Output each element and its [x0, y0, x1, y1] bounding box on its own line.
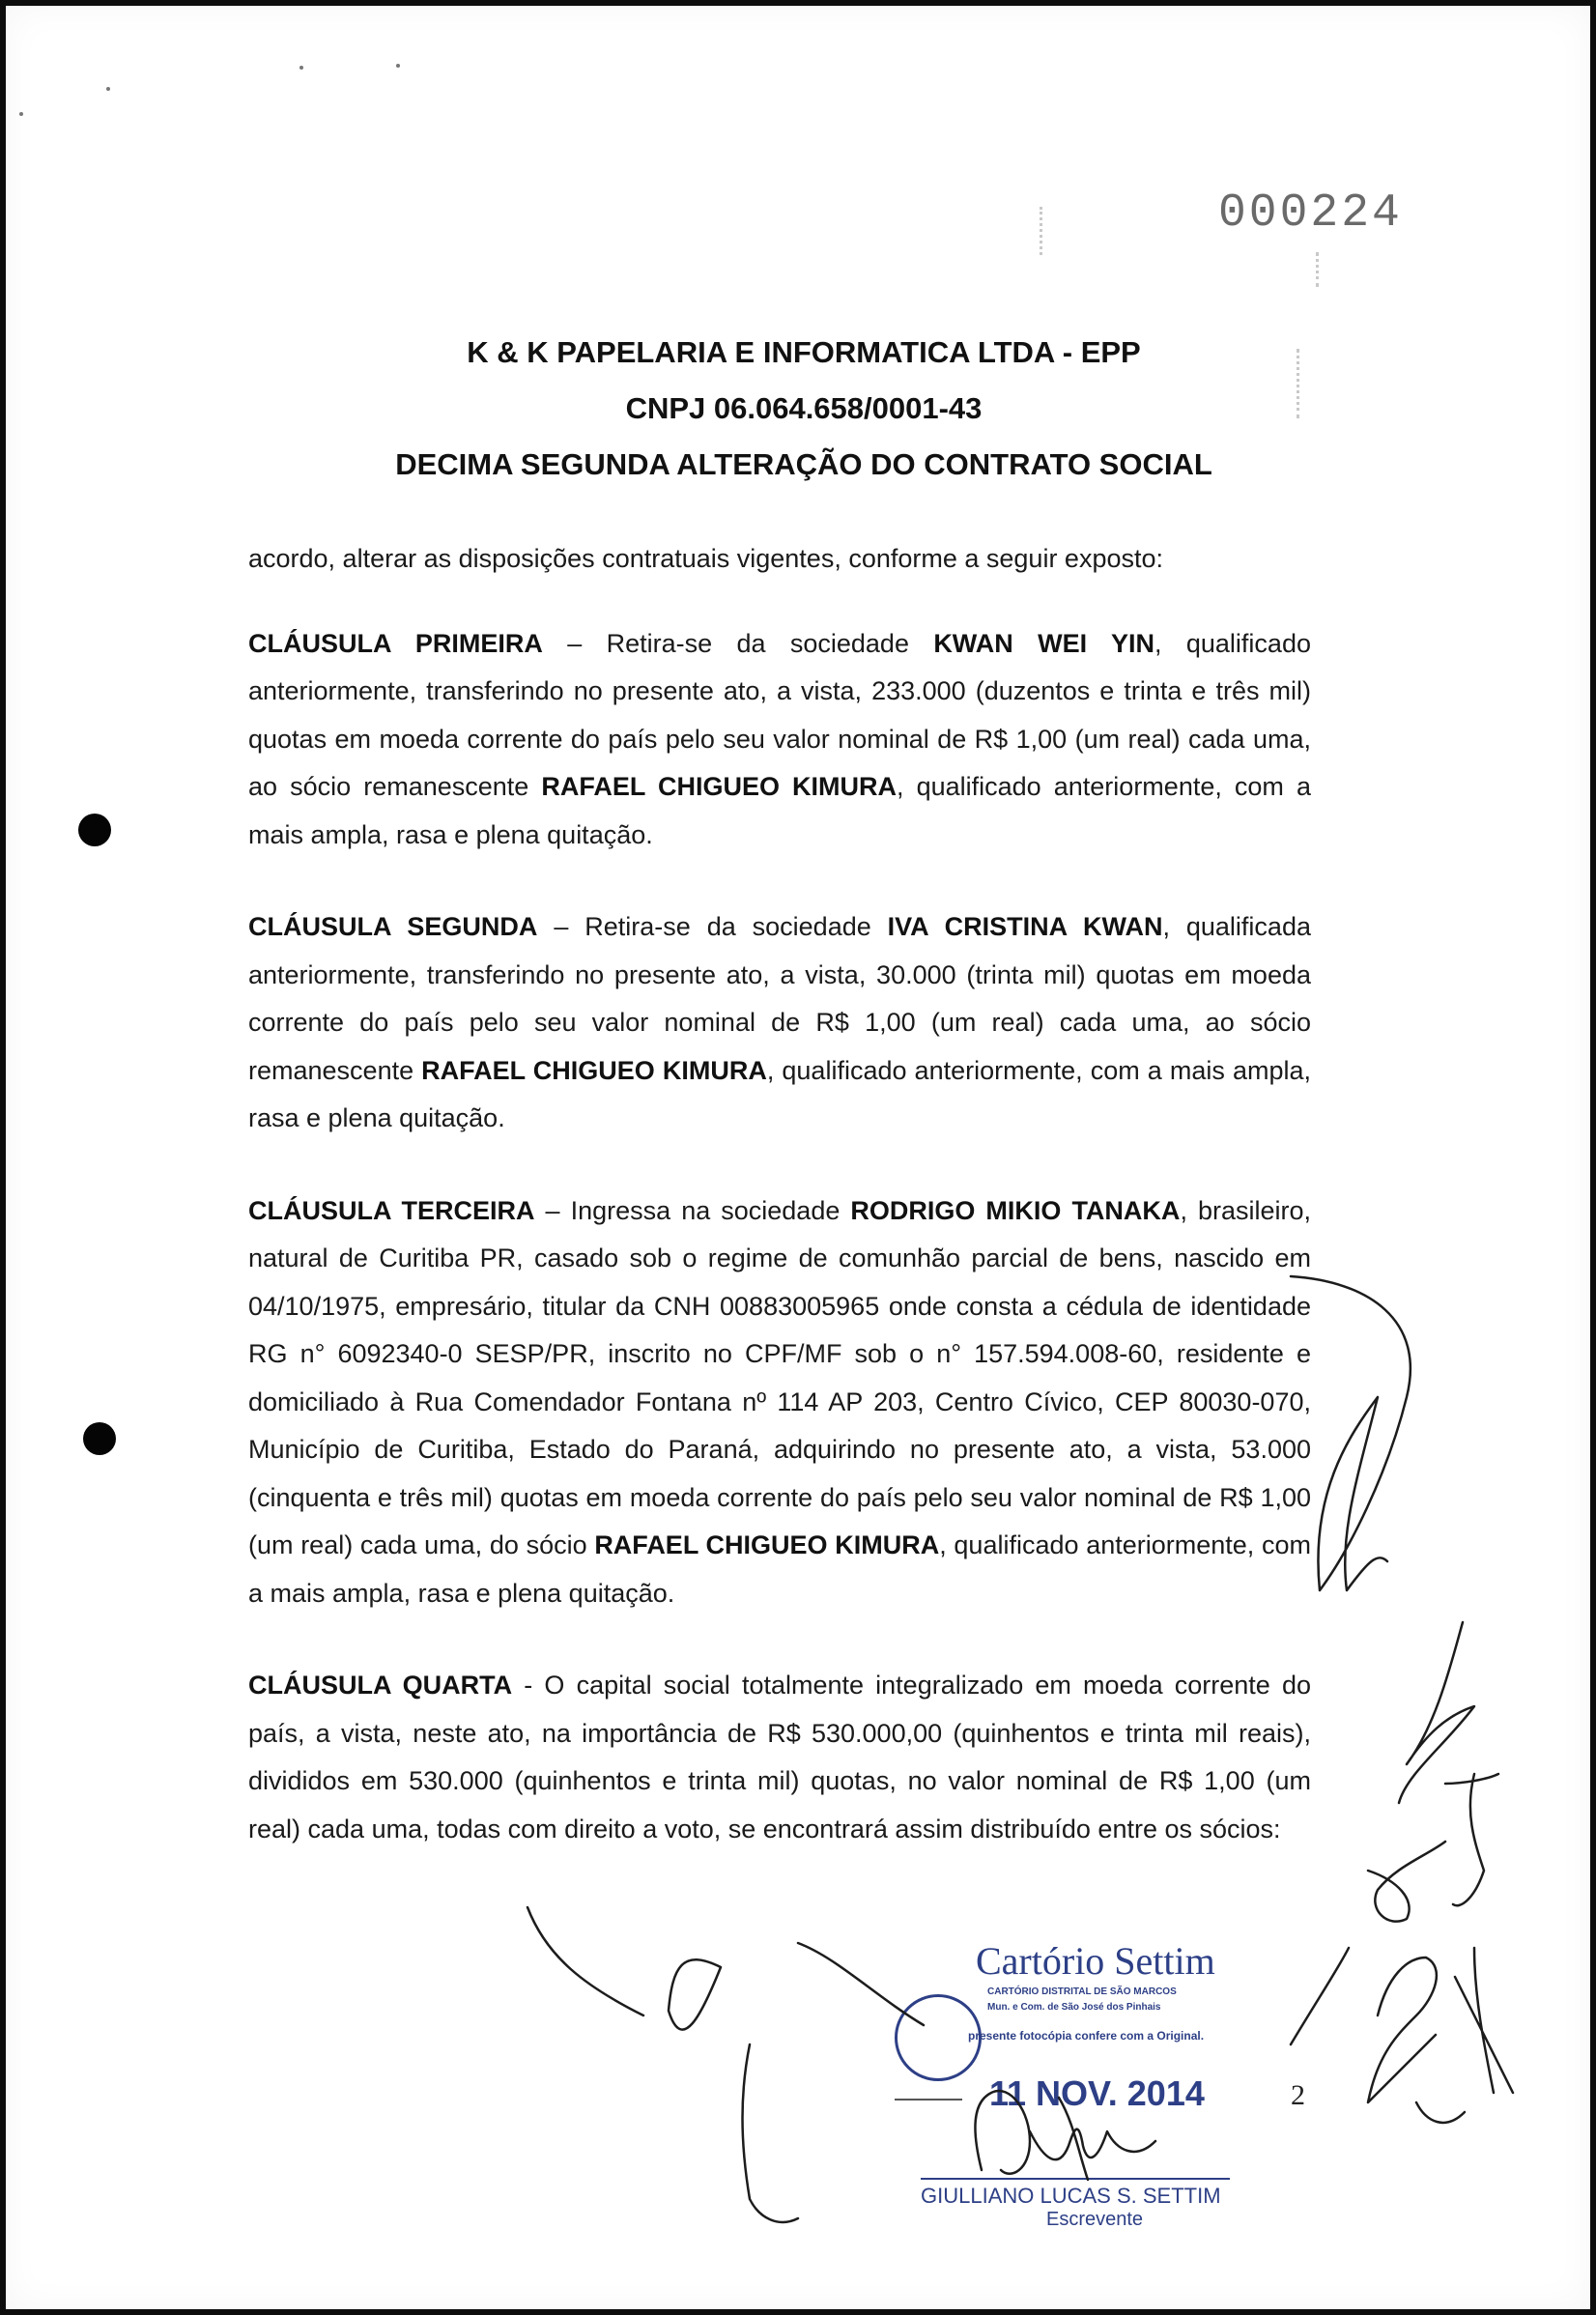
amendment-title: DECIMA SEGUNDA ALTERAÇÃO DO CONTRATO SOCIAL — [395, 447, 1212, 481]
page-number: 2 — [1291, 2079, 1305, 2111]
clause-heading: CLÁUSULA TERCEIRA — [248, 1195, 535, 1225]
notary-clerk-title: Escrevente — [1046, 2209, 1144, 2230]
scan-speck — [19, 112, 23, 116]
sequential-number-stamp: 000224 — [1218, 187, 1403, 240]
clause-paragraph: CLÁUSULA PRIMEIRA – Retira-se da sociedade KWAN WEI YIN, qualificado anteriormente, transferindo no presente ato, a vista, 233.000 (duzentos e trinta e três mil) quotas em moeda corrente do país pelo seu valor nominal de R$ 1,00 (um real) cada uma, ao sócio remanescente RAFAEL CHIGUEO KIMURA, qualificado anteriormente, com a mais ampla, rasa e plena quitação. — [248, 628, 1312, 849]
partner-name: KWAN WEI YIN — [933, 628, 1155, 658]
binder-hole — [83, 1422, 116, 1455]
clause-paragraph: CLÁUSULA QUARTA - O capital social totalmente integralizado em moeda corrente do país, a vista, neste ato, na importância de R$ 530.000,00 (quinhentos e trinta mil reais), divididos em 530.000 (quinhentos e trinta mil) quotas, no valor nominal de R$ 1,00 (um real) cada uma, todas com direito a voto, se encontrará assim distribuído entre os sócios: — [248, 1671, 1311, 1843]
clause-heading: CLÁUSULA QUARTA — [248, 1671, 513, 1700]
cnpj-number: CNPJ 06.064.658/0001-43 — [625, 391, 983, 425]
pen-stroke — [743, 2044, 799, 2222]
rubric-initials — [1416, 2102, 1465, 2123]
handwritten-ink-overlay — [6, 6, 1590, 2309]
partner-name: RAFAEL CHIGUEO KIMURA — [541, 772, 898, 801]
scan-speck — [299, 66, 303, 70]
notary-office-line: Mun. e Com. de São José dos Pinhais — [987, 2002, 1161, 2013]
pen-stroke — [798, 1943, 924, 2025]
pen-stroke — [527, 1907, 643, 2015]
partner-name: RODRIGO MIKIO TANAKA — [850, 1195, 1181, 1225]
scan-speck — [396, 64, 400, 68]
binder-hole — [78, 814, 111, 846]
notary-office-line: CARTÓRIO DISTRITAL DE SÃO MARCOS — [987, 1986, 1177, 1997]
partner-name: IVA CRISTINA KWAN — [887, 912, 1163, 941]
notary-office-line: presente fotocópia confere com a Original. — [968, 2029, 1205, 2043]
clause-paragraph: CLÁUSULA SEGUNDA – Retira-se da sociedade IVA CRISTINA KWAN, qualificada anteriormente, transferindo no presente ato, a vista, 30.000 (trinta mil) quotas em moeda corrente do país pelo seu valor nominal de R$ 1,00 (um real) cada uma, ao sócio remanescente RAFAEL CHIGUEO KIMURA, qualificado anteriormente, com a mais ampla, rasa e plena quitação. — [248, 912, 1311, 1132]
document-page — [6, 6, 1590, 2309]
notary-date: 11 NOV. 2014 — [989, 2073, 1205, 2113]
intro-paragraph: acordo, alterar as disposições contratuais vigentes, conforme a seguir exposto: — [248, 544, 1164, 573]
notary-office-name: Cartório Settim — [976, 1939, 1215, 1983]
pen-stroke — [669, 1959, 721, 2029]
notary-clerk-name: GIULLIANO LUCAS S. SETTIM — [921, 2184, 1221, 2208]
rubric-initials — [1368, 1948, 1513, 2102]
rubric-initials — [1368, 1842, 1445, 1922]
rubric-initials — [1445, 1774, 1498, 1905]
clause-paragraph: CLÁUSULA TERCEIRA – Ingressa na sociedade RODRIGO MIKIO TANAKA, brasileiro, natural de Curitiba PR, casado sob o regime de comunhão parcial de bens, nascido em 04/10/1975, empresário, titular da CNH 00883005965 onde consta a cédula de identidade RG n° 6092340-0 SESP/PR, inscrito no CPF/MF sob o n° 157.594.008-60, residente e domiciliado à Rua Comendador Fontana nº 114 AP 203, Centro Cívico, CEP 80030-070, Município de Curitiba, Estado do Paraná, adquirindo no presente ato, a vista, 53.000 (cinquenta e três mil) quotas em moeda corrente do país pelo seu valor nominal de R$ 1,00 (um real) cada uma, do sócio RAFAEL CHIGUEO KIMURA, qualificado anteriormente, com a mais ampla, rasa e plena quitação. — [248, 1195, 1312, 1608]
clause-heading: CLÁUSULA PRIMEIRA — [248, 628, 543, 658]
partner-name: RAFAEL CHIGUEO KIMURA — [594, 1530, 940, 1559]
clause-heading: CLÁUSULA SEGUNDA — [248, 912, 538, 941]
clerk-signature — [975, 2091, 1155, 2180]
scan-speck — [106, 87, 110, 91]
rubric-signature-right-margin — [1291, 1276, 1411, 1590]
partner-name: RAFAEL CHIGUEO KIMURA — [421, 1055, 767, 1085]
company-name: K & K PAPELARIA E INFORMATICA LTDA - EPP — [467, 335, 1141, 369]
rubric-initials — [1399, 1622, 1474, 1803]
pen-stroke — [1291, 1948, 1349, 2044]
